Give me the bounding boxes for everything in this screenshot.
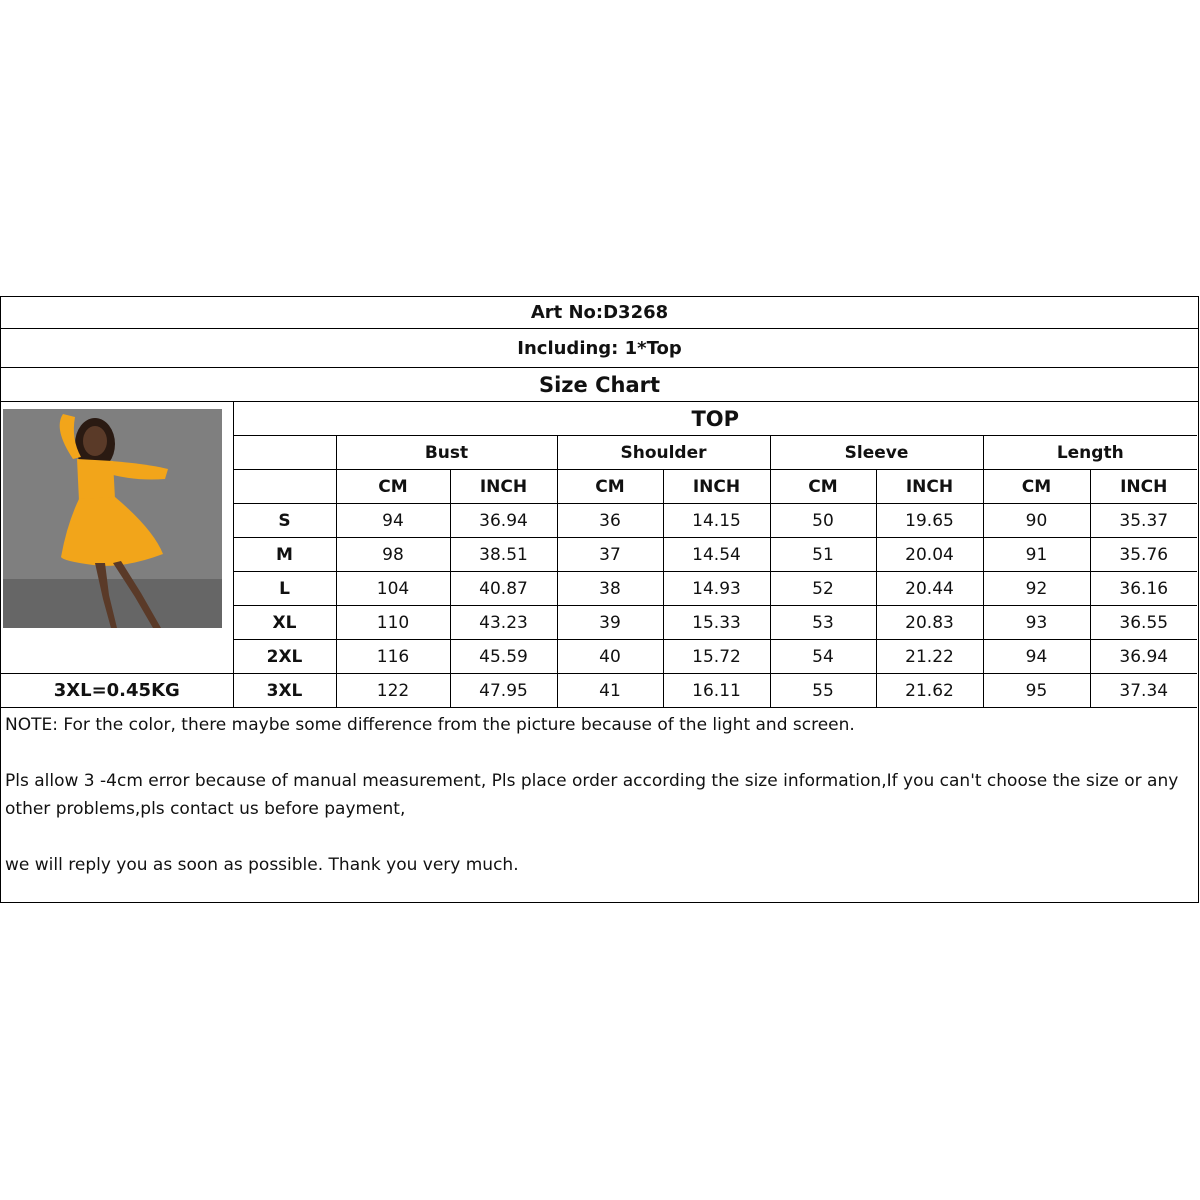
measurement-value: 19.65	[876, 504, 983, 538]
size-table	[1, 402, 1197, 708]
measurement-value: 36.94	[1090, 640, 1197, 674]
measurement-value: 91	[983, 538, 1090, 572]
measurement-value: 51	[770, 538, 876, 572]
measurement-value: 36.55	[1090, 606, 1197, 640]
measurement-value: 122	[336, 674, 450, 708]
product-photo-cell	[1, 402, 233, 674]
measurement-value: 20.44	[876, 572, 983, 606]
measurement-value: 98	[336, 538, 450, 572]
product-photo	[3, 409, 222, 628]
size-label: M	[233, 538, 336, 572]
size-label: S	[233, 504, 336, 538]
unit-header: CM	[557, 470, 663, 504]
blank-header-cell	[233, 436, 336, 470]
measurement-value: 21.62	[876, 674, 983, 708]
size-label: XL	[233, 606, 336, 640]
measurement-value: 14.93	[663, 572, 770, 606]
measurement-value: 43.23	[450, 606, 557, 640]
measurement-value: 15.33	[663, 606, 770, 640]
unit-header: CM	[770, 470, 876, 504]
section-title: TOP	[233, 402, 1197, 436]
measurement-value: 40.87	[450, 572, 557, 606]
measurement-value: 104	[336, 572, 450, 606]
measurement-value: 37	[557, 538, 663, 572]
measurement-value: 53	[770, 606, 876, 640]
measurement-value: 36.16	[1090, 572, 1197, 606]
measurement-value: 45.59	[450, 640, 557, 674]
measurement-value: 55	[770, 674, 876, 708]
measurement-value: 14.54	[663, 538, 770, 572]
size-chart	[0, 296, 1199, 903]
measurement-value: 94	[983, 640, 1090, 674]
note-measurement: Pls allow 3 -4cm error because of manual measurement, Pls place order according the size information,If you can't choose the size or any other problems,pls contact us before payment,	[5, 771, 1179, 819]
measurement-value: 50	[770, 504, 876, 538]
unit-header: INCH	[876, 470, 983, 504]
blank-unit-cell	[233, 470, 336, 504]
measurement-value: 35.37	[1090, 504, 1197, 538]
measurement-value: 15.72	[663, 640, 770, 674]
measurement-header: Shoulder	[557, 436, 770, 470]
measurement-value: 52	[770, 572, 876, 606]
measurement-value: 20.04	[876, 538, 983, 572]
measurement-value: 41	[557, 674, 663, 708]
measurement-value: 21.22	[876, 640, 983, 674]
size-label: L	[233, 572, 336, 606]
measurement-value: 16.11	[663, 674, 770, 708]
measurement-value: 90	[983, 504, 1090, 538]
measurement-value: 110	[336, 606, 450, 640]
table-row	[1, 674, 1197, 708]
measurement-value: 92	[983, 572, 1090, 606]
measurement-value: 36	[557, 504, 663, 538]
measurement-value: 95	[983, 674, 1090, 708]
measurement-value: 116	[336, 640, 450, 674]
measurement-header: Bust	[336, 436, 557, 470]
unit-header: CM	[336, 470, 450, 504]
measurement-value: 47.95	[450, 674, 557, 708]
unit-header: INCH	[663, 470, 770, 504]
art-number: Art No:D3268	[1, 297, 1198, 329]
size-chart-title: Size Chart	[1, 368, 1198, 402]
unit-header: INCH	[1090, 470, 1197, 504]
weight-note: 3XL=0.45KG	[1, 674, 233, 708]
measurement-value: 54	[770, 640, 876, 674]
measurement-value: 39	[557, 606, 663, 640]
measurement-value: 37.34	[1090, 674, 1197, 708]
notes	[5, 711, 1190, 879]
measurement-value: 36.94	[450, 504, 557, 538]
unit-header: INCH	[450, 470, 557, 504]
measurement-value: 38	[557, 572, 663, 606]
measurement-value: 20.83	[876, 606, 983, 640]
including-line: Including: 1*Top	[1, 329, 1198, 368]
measurement-header: Sleeve	[770, 436, 983, 470]
note-color: NOTE: For the color, there maybe some difference from the picture because of the light and screen.	[5, 715, 855, 735]
measurement-value: 35.76	[1090, 538, 1197, 572]
size-label: 3XL	[233, 674, 336, 708]
note-reply: we will reply you as soon as possible. Thank you very much.	[5, 855, 519, 875]
measurement-header: Length	[983, 436, 1197, 470]
measurement-value: 14.15	[663, 504, 770, 538]
size-label: 2XL	[233, 640, 336, 674]
measurement-value: 38.51	[450, 538, 557, 572]
unit-header: CM	[983, 470, 1090, 504]
measurement-value: 40	[557, 640, 663, 674]
measurement-value: 94	[336, 504, 450, 538]
measurement-value: 93	[983, 606, 1090, 640]
